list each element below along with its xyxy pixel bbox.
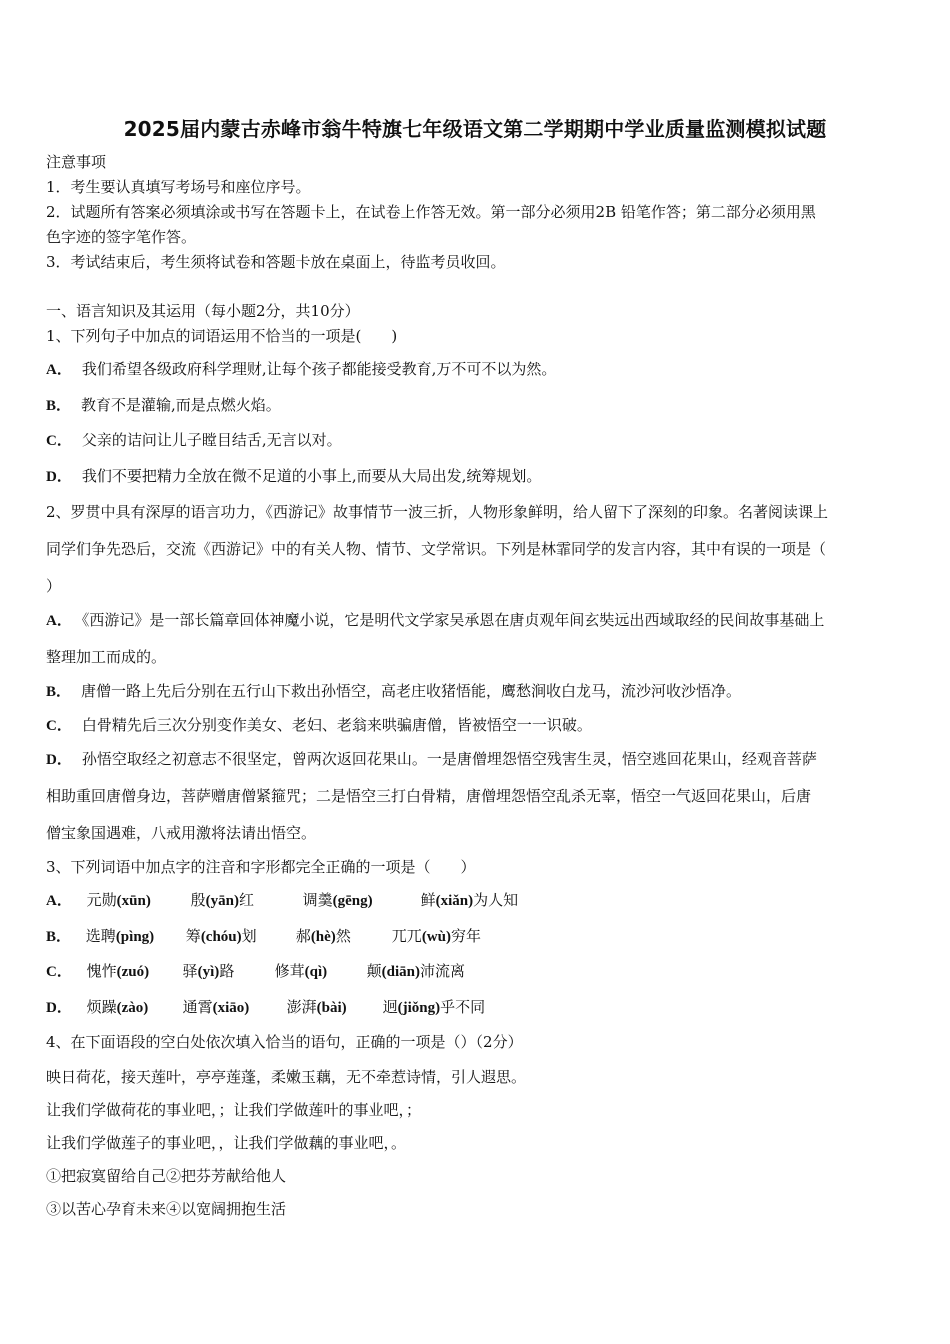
word-item: 元勋(xūn) <box>86 891 151 909</box>
notice-item-2-cont: 色字迹的签字笔作答。 <box>46 228 197 246</box>
q2-option-c <box>46 715 592 736</box>
word-item: 调羹(gēng) <box>302 891 373 909</box>
page-title: 2025届内蒙古赤峰市翁牛特旗七年级语文第二学期期中学业质量监测模拟试题 <box>123 117 827 141</box>
option-letter: D． <box>46 752 72 768</box>
word-item: 鲜(xiǎn)为人知 <box>420 891 519 909</box>
q2-option-d-line-1 <box>46 749 817 770</box>
notice-item-1: 1．考生要认真填写考场号和座位序号。 <box>46 178 311 196</box>
option-text: 父亲的诘问让儿子瞠目结舌,无言以对。 <box>81 431 342 449</box>
q3-option-a <box>46 890 518 911</box>
option-text: 教育不是灌输,而是点燃火焰。 <box>81 396 281 414</box>
notice-heading: 注意事项 <box>46 153 107 171</box>
q4-passage-line-3: 让我们学做莲子的事业吧，，让我们学做藕的事业吧，。 <box>46 1134 407 1152</box>
q3-option-c <box>46 961 465 982</box>
word-item: 迥(jiǒng)乎不同 <box>382 998 486 1016</box>
word-item: 愧怍(zuó) <box>86 962 150 980</box>
word-item: 郝(hè)然 <box>295 927 351 945</box>
option-letter: B． <box>46 684 72 700</box>
question-3-stem: 3、下列词语中加点字的注音和字形都完全正确的一项是（ ） <box>46 858 476 876</box>
option-letter: A． <box>46 613 72 629</box>
q4-passage-line-2: 让我们学做荷花的事业吧，；让我们学做莲叶的事业吧，； <box>46 1101 422 1119</box>
q1-option-d <box>46 466 541 487</box>
notice-item-2: 2．试题所有答案必须填涂或书写在答题卡上，在试卷上作答无效。第一部分必须用2B 铅笔作答；第二部分必须用黑 <box>46 203 816 221</box>
q1-option-a <box>46 359 556 380</box>
word-item: 选聘(pìng) <box>85 927 155 945</box>
word-item: 筹(chóu)划 <box>185 927 257 945</box>
word-item: 烦躁(zào) <box>86 998 149 1016</box>
option-letter: D． <box>46 1000 72 1016</box>
option-letter: A． <box>46 893 72 909</box>
q2-option-a-line-1 <box>46 610 824 631</box>
question-4-stem: 4、在下面语段的空白处依次填入恰当的语句，正确的一项是（）（2分） <box>46 1033 523 1051</box>
q1-option-b <box>46 395 281 416</box>
q3-option-b <box>46 926 481 947</box>
question-2-stem-line-2: 同学们争先恐后，交流《西游记》中的有关人物、情节、文学常识。下列是林霏同学的发言内容，其中有误的一项是（ <box>46 540 827 558</box>
option-text: 孙悟空取经之初意志不很坚定，曾两次返回花果山。一是唐僧埋怨悟空残害生灵，悟空逃回花果山，经观音菩萨 <box>81 750 817 768</box>
q2-option-b <box>46 681 741 702</box>
word-item: 颠(diān)沛流离 <box>366 962 465 980</box>
q1-option-c <box>46 430 342 451</box>
option-text: 白骨精先后三次分别变作美女、老妇、老翁来哄骗唐僧，皆被悟空一一识破。 <box>81 716 592 734</box>
q3-option-d <box>46 997 485 1018</box>
word-item: 殷(yān)红 <box>190 891 254 909</box>
option-letter: B． <box>46 929 72 945</box>
q4-passage-line-1: 映日荷花，接天莲叶，亭亭莲蓬，柔嫩玉藕，无不牵惹诗情，引人遐思。 <box>46 1068 527 1086</box>
q4-choice-line-1: ①把寂寞留给自己②把芬芳献给他人 <box>46 1167 287 1185</box>
notice-item-3: 3．考试结束后，考生须将试卷和答题卡放在桌面上，待监考员收回。 <box>46 253 506 271</box>
question-2-stem-line-3: ） <box>46 577 62 595</box>
section-heading: 一、语言知识及其运用（每小题2分，共10分） <box>46 302 360 320</box>
q2-option-d-line-3: 僧宝象国遇难，八戒用激将法请出悟空。 <box>46 824 317 842</box>
word-item: 澎湃(bài) <box>286 998 347 1016</box>
option-letter: C． <box>46 718 72 734</box>
q4-choice-line-2: ③以苦心孕育未来④以宽阔拥抱生活 <box>46 1200 287 1218</box>
word-item: 通霄(xiāo) <box>182 998 250 1016</box>
option-text: 《西游记》是一部长篇章回体神魔小说，它是明代文学家吴承恩在唐贞观年间玄奘远出西域取经的民间故事基础上 <box>81 611 825 629</box>
option-letter: A． <box>46 362 72 378</box>
option-text: 我们不要把精力全放在微不足道的小事上,而要从大局出发,统筹规划。 <box>81 467 542 485</box>
question-1-stem: 1、下列句子中加点的词语运用不恰当的一项是( ) <box>46 327 398 345</box>
option-letter: D． <box>46 469 72 485</box>
q2-option-d-line-2: 相助重回唐僧身边，菩萨赠唐僧紧箍咒；二是悟空三打白骨精，唐僧埋怨悟空乱杀无辜，悟空一气返回花果山，后唐 <box>46 787 812 805</box>
option-letter: C． <box>46 964 72 980</box>
option-text: 我们希望各级政府科学理财,让每个孩子都能接受教育,万不可不以为然。 <box>81 360 557 378</box>
q2-option-a-line-2: 整理加工而成的。 <box>46 648 167 666</box>
question-2-stem-line-1: 2、罗贯中具有深厚的语言功力，《西游记》故事情节一波三折，人物形象鲜明，给人留下了深刻的印象。名著阅读课上 <box>46 503 829 521</box>
word-item: 驿(yì)路 <box>182 962 235 980</box>
option-letter: B． <box>46 398 72 414</box>
word-item: 兀兀(wù)穷年 <box>391 927 481 945</box>
option-text: 唐僧一路上先后分别在五行山下救出孙悟空，高老庄收猪悟能，鹰愁涧收白龙马，流沙河收沙悟净。 <box>81 682 742 700</box>
option-letter: C． <box>46 433 72 449</box>
word-item: 修茸(qì) <box>274 962 328 980</box>
